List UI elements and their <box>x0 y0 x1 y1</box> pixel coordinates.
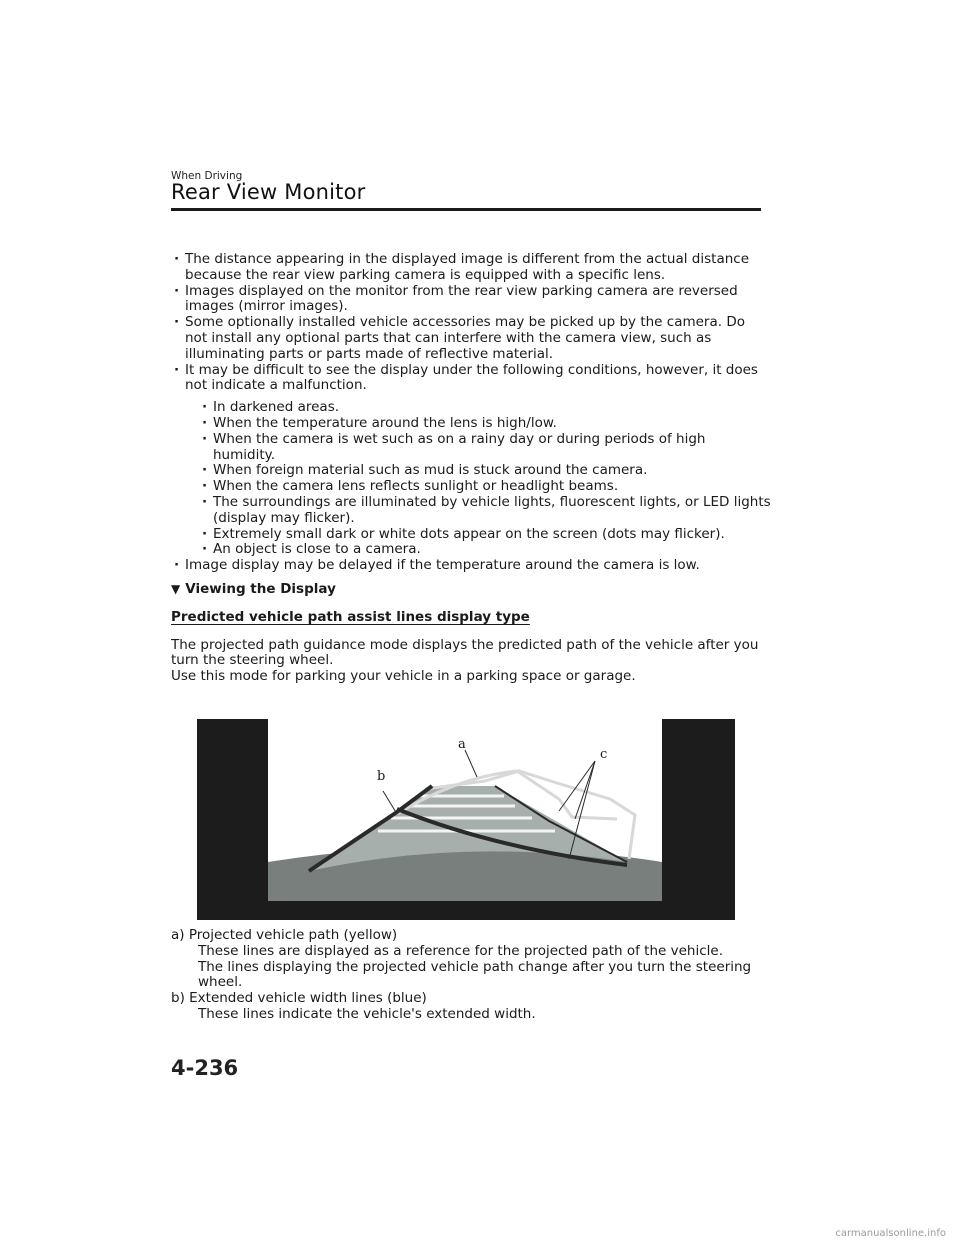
page-number: 4-236 <box>171 1056 239 1080</box>
list-item: · Some optionally installed vehicle accessories may be picked up by the camera. Do not install any optional parts that can interfere with the camera view, such as illuminating parts or parts made of reflective material. <box>171 315 771 362</box>
intro-line: Use this mode for parking your vehicle in a parking space or garage. <box>171 668 636 685</box>
intro-line: The projected path guidance mode displays the predicted path of the vehicle after you turn the steering wheel. <box>171 636 759 669</box>
watermark: carmanualsonline.info <box>835 1228 946 1239</box>
section-label: When Driving <box>171 170 243 182</box>
page-title: Rear View Monitor <box>171 180 366 204</box>
list-item: · When the temperature around the lens is high/low. <box>199 416 771 432</box>
intro-paragraph <box>171 638 771 685</box>
list-item: · Image display may be delayed if the temperature around the camera is low. <box>171 558 771 574</box>
caution-list <box>171 252 771 574</box>
title-rule <box>171 208 761 211</box>
subsection-heading <box>171 582 771 598</box>
label-a: a <box>458 737 466 752</box>
list-item <box>171 363 771 559</box>
display-type-heading: Predicted vehicle path assist lines display type <box>171 608 530 625</box>
legend-term: a) Projected vehicle path (yellow) <box>171 927 398 943</box>
legend-desc: These lines indicate the vehicle's extended width. <box>198 1005 536 1022</box>
list-item: · Extremely small dark or white dots appear on the screen (dots may flicker). <box>199 527 771 543</box>
list-item: · In darkened areas. <box>199 400 771 416</box>
list-item: · An object is close to a camera. <box>199 542 771 558</box>
legend-desc: These lines are displayed as a reference for the projected path of the vehicle. <box>198 942 723 959</box>
triangle-down-icon: ▼ <box>171 581 181 596</box>
rear-camera-illustration <box>197 719 735 920</box>
conditions-list <box>185 400 771 558</box>
label-c: c <box>600 747 608 762</box>
legend-term: b) Extended vehicle width lines (blue) <box>171 990 427 1007</box>
label-b: b <box>377 769 386 784</box>
list-item: · When the camera is wet such as on a rainy day or during periods of high humidity. <box>199 432 771 464</box>
legend-desc: The lines displaying the projected vehicle path change after you turn the steering wheel. <box>198 958 752 991</box>
main-content <box>171 252 771 685</box>
subsection-title: Viewing the Display <box>185 580 336 597</box>
list-item-text: It may be difficult to see the display under the following conditions, however, it does not indicate a malfunction. <box>185 361 758 394</box>
figure-legend <box>171 928 771 1023</box>
list-item: · The surroundings are illuminated by vehicle lights, fluorescent lights, or LED lights (display may flicker). <box>199 495 771 527</box>
list-item: · When foreign material such as mud is stuck around the camera. <box>199 463 771 479</box>
list-item: · When the camera lens reflects sunlight or headlight beams. <box>199 479 771 495</box>
list-item: · Images displayed on the monitor from the rear view parking camera are reversed images (mirror images). <box>171 284 771 316</box>
rear-camera-figure <box>197 719 735 920</box>
list-item: · The distance appearing in the displayed image is different from the actual distance because the rear view parking camera is equipped with a specific lens. <box>171 252 771 284</box>
